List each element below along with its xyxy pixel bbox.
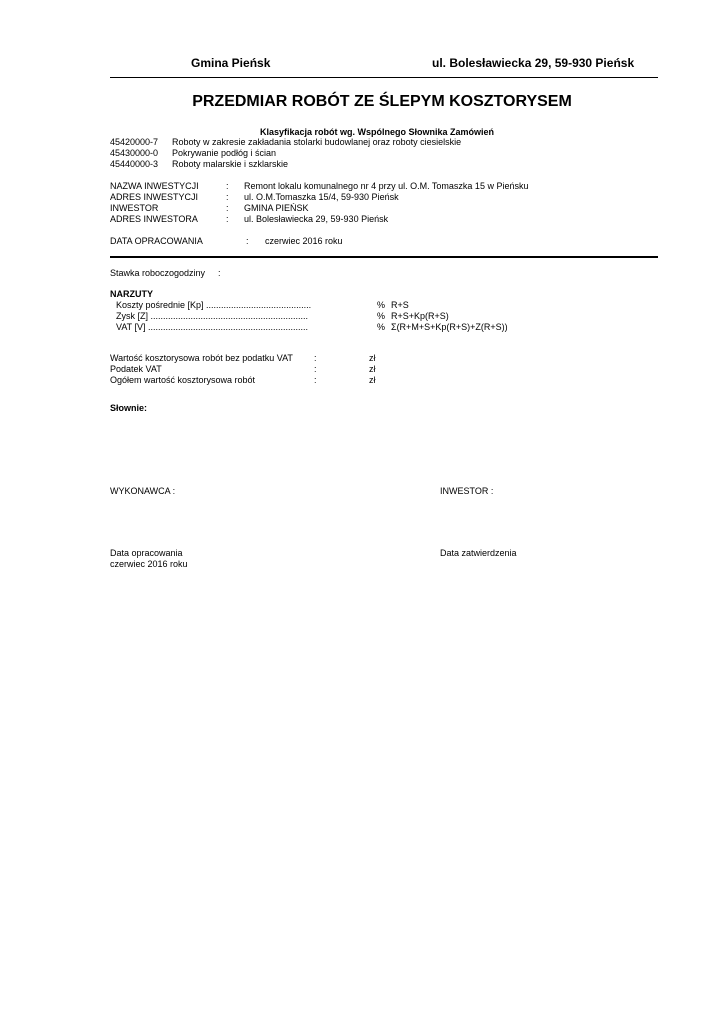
markup-label: VAT [V] ................................................................ xyxy=(116,322,309,332)
markup-label: Zysk [Z] ............................................................... xyxy=(116,311,309,321)
words-label: Słownie: xyxy=(110,403,148,413)
investment-sep: : xyxy=(226,181,229,191)
date-prepared-value: czerwiec 2016 roku xyxy=(110,559,188,569)
markup-unit: % xyxy=(377,311,386,321)
investment-sep: : xyxy=(226,192,229,202)
markup-formula: Σ(R+M+S+Kp(R+S)+Z(R+S)) xyxy=(391,322,508,332)
contractor-label: WYKONAWCA : xyxy=(110,486,176,496)
investment-value: Remont lokalu komunalnego nr 4 przy ul. O.M. Tomaszka 15 w Pieńsku xyxy=(244,181,529,191)
rate-label: Stawka roboczogodziny xyxy=(110,268,206,278)
value-sep: : xyxy=(314,364,317,374)
value-unit: zł xyxy=(369,353,376,363)
value-label: Wartość kosztorysowa robót bez podatku VAT xyxy=(110,353,293,363)
date-value: czerwiec 2016 roku xyxy=(265,236,343,246)
value-unit: zł xyxy=(369,375,376,385)
classification-code: 45440000-3 xyxy=(110,159,159,169)
value-sep: : xyxy=(314,353,317,363)
investor-label: INWESTOR : xyxy=(440,486,494,496)
investment-label: INWESTOR xyxy=(110,203,159,213)
rate-sep: : xyxy=(218,268,221,278)
investment-label: ADRES INWESTYCJI xyxy=(110,192,199,202)
date-prepared-label: Data opracowania xyxy=(110,548,183,558)
classification-desc: Roboty w zakresie zakładania stolarki budowlanej oraz roboty ciesielskie xyxy=(172,137,462,147)
markup-unit: % xyxy=(377,300,386,310)
date-label: DATA OPRACOWANIA xyxy=(110,236,203,246)
header-divider xyxy=(110,77,658,78)
value-label: Ogółem wartość kosztorysowa robót xyxy=(110,375,256,385)
header-address: ul. Bolesławiecka 29, 59-930 Pieńsk xyxy=(432,56,635,70)
investment-label: ADRES INWESTORA xyxy=(110,214,198,224)
markups-heading: NARZUTY xyxy=(110,289,153,299)
markup-unit: % xyxy=(377,322,386,332)
classification-desc: Pokrywanie podłóg i ścian xyxy=(172,148,277,158)
date-sep: : xyxy=(246,236,249,246)
classification-desc: Roboty malarskie i szklarskie xyxy=(172,159,289,169)
investment-value: ul. Bolesławiecka 29, 59-930 Pieńsk xyxy=(244,214,389,224)
markup-formula: R+S xyxy=(391,300,409,310)
classification-code: 45430000-0 xyxy=(110,148,159,158)
markup-label: Koszty pośrednie [Kp] .......................................... xyxy=(116,300,312,310)
date-approved-label: Data zatwierdzenia xyxy=(440,548,517,558)
markup-formula: R+S+Kp(R+S) xyxy=(391,311,449,321)
value-sep: : xyxy=(314,375,317,385)
classification-code: 45420000-7 xyxy=(110,137,159,147)
investment-value: ul. O.M.Tomaszka 15/4, 59-930 Pieńsk xyxy=(244,192,399,202)
investment-value: GMINA PIEŃSK xyxy=(244,203,309,213)
investment-sep: : xyxy=(226,214,229,224)
classification-heading: Klasyfikacja robót wg. Wspólnego Słownika Zamówień xyxy=(260,127,495,137)
value-label: Podatek VAT xyxy=(110,364,162,374)
page-title: PRZEDMIAR ROBÓT ZE ŚLEPYM KOSZTORYSEM xyxy=(192,93,572,110)
header-municipality: Gmina Pieńsk xyxy=(191,56,271,70)
investment-sep: : xyxy=(226,203,229,213)
investment-label: NAZWA INWESTYCJI xyxy=(110,181,199,191)
value-unit: zł xyxy=(369,364,376,374)
section-divider xyxy=(110,256,658,258)
